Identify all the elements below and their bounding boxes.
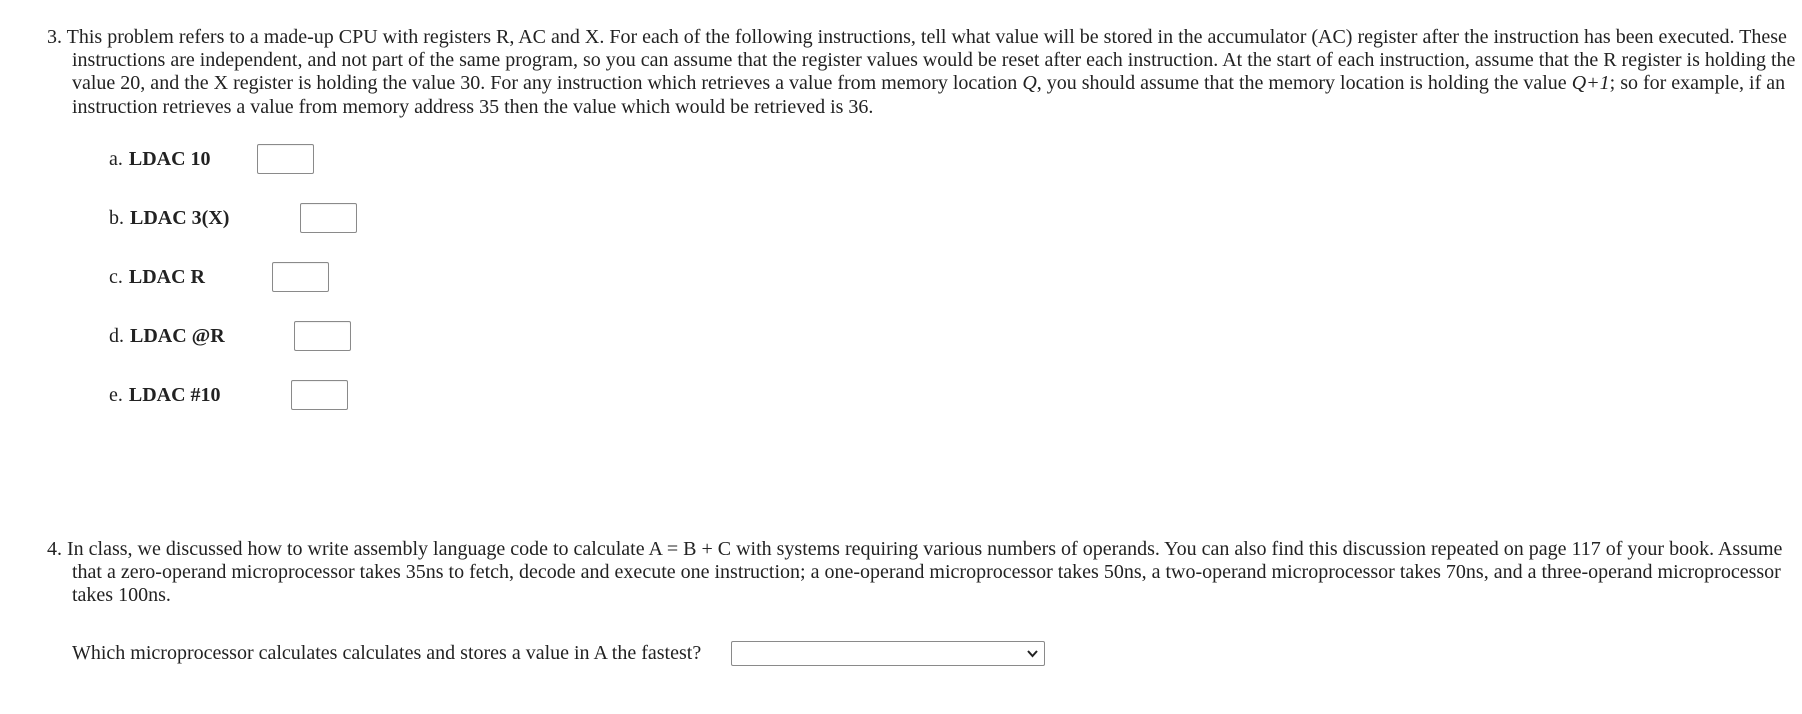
part-e-letter: e.: [109, 384, 123, 407]
part-e: [109, 379, 221, 413]
part-b-answer-input[interactable]: [300, 203, 357, 233]
part-b: [109, 202, 229, 236]
variable-q: Q: [1022, 72, 1037, 95]
chevron-down-icon: [1026, 647, 1039, 660]
question-3: [47, 26, 1799, 407]
question-3-text-part1: 3. This problem refers to a made-up CPU with registers R, AC and X. For each of the following instructions, tell what value will be stored in the accumulator (AC) register after the instruction has been executed. These instructions are independent, and not part of the same program, so you can assume that the register values would be reset after each instruction. At the start of each instruction, assume that the R register is holding the value 20, and the X register is holding the value 30. For any instruction which retrieves a value from memory location: [47, 26, 1796, 95]
part-a-letter: a.: [109, 148, 123, 171]
expression-q-plus-1: Q+1: [1571, 72, 1610, 95]
part-d-answer-input[interactable]: [294, 321, 351, 351]
part-e-instruction: LDAC #10: [128, 384, 221, 407]
question-4-prompt: Which microprocessor calculates calculates and stores a value in A the fastest?: [72, 641, 702, 664]
part-d: [109, 320, 225, 354]
part-c-letter: c.: [109, 266, 123, 289]
part-c: [109, 261, 205, 295]
part-a-answer-input[interactable]: [257, 144, 314, 174]
question-4-answer-row: [72, 641, 1045, 666]
microprocessor-select[interactable]: [731, 641, 1045, 666]
question-3-text-part2: , you should assume that the memory location is holding the value: [1036, 72, 1572, 95]
part-b-letter: b.: [109, 207, 124, 230]
part-b-instruction: LDAC 3(X): [130, 207, 230, 230]
part-d-letter: d.: [109, 325, 124, 348]
question-3-text-part3: ; so for example, if an instruction retrieves a value from memory address 35 then the value which would be retrieved is 36.: [72, 72, 1786, 118]
part-e-answer-input[interactable]: [291, 380, 348, 410]
part-c-answer-input[interactable]: [272, 262, 329, 292]
question-4: [47, 538, 1799, 664]
part-c-instruction: LDAC R: [128, 266, 206, 289]
question-3-text: [47, 26, 1799, 119]
part-a: [109, 143, 211, 177]
question-4-text: 4. In class, we discussed how to write assembly language code to calculate A = B + C with systems requiring various numbers of operands. You can also find this discussion repeated on page 117 of your book. Assume that a zero-operand microprocessor takes 35ns to fetch, decode and execute one instruction; a one-operand microprocessor takes 50ns, a two-operand microprocessor takes 70ns, and a three-operand microprocessor takes 100ns.: [47, 538, 1783, 607]
part-d-instruction: LDAC @R: [130, 325, 225, 348]
part-a-instruction: LDAC 10: [128, 148, 211, 171]
